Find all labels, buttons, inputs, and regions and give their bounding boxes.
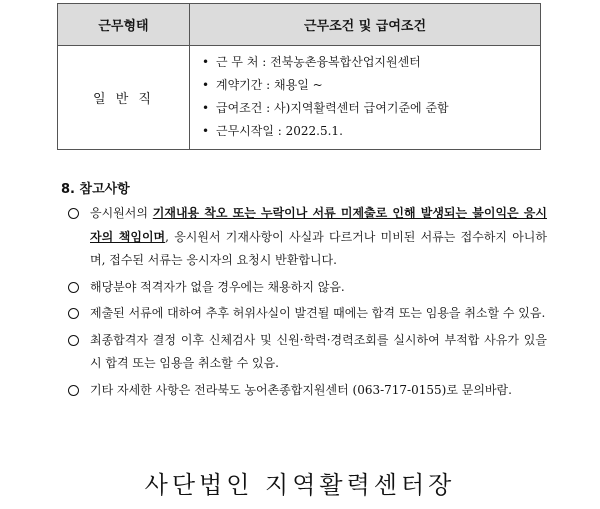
note-item (62, 329, 547, 376)
note-item (62, 379, 547, 403)
condition-text: 근 무 처 : 전북농촌융복합산업지원센터 (216, 55, 421, 69)
circle-bullet-icon (68, 308, 79, 319)
note-text: 해당분야 적격자가 없을 경우에는 채용하지 않음. (90, 279, 345, 294)
note-item (62, 302, 547, 326)
condition-text: 계약기간 : 채용일 ~ (216, 78, 323, 92)
bullet-icon: • (202, 124, 210, 138)
header-conditions: 근무조건 및 급여조건 (190, 4, 541, 46)
note-text: 최종합격자 결정 이후 신체검사 및 신원·학력·경력조회를 실시하여 부적합 사유가 있을 시 합격 또는 임용을 취소할 수 있음. (90, 332, 547, 370)
note-item (62, 276, 547, 300)
circle-bullet-icon (68, 208, 79, 219)
circle-bullet-icon (68, 282, 79, 293)
conditions-table (57, 3, 541, 150)
condition-text: 근무시작일 : 2022.5.1. (216, 124, 343, 138)
circle-bullet-icon (68, 335, 79, 346)
section-title: 8. 참고사항 (61, 182, 130, 197)
condition-contract-period (202, 74, 532, 97)
circle-bullet-icon (68, 385, 79, 396)
note-item (62, 202, 547, 273)
table-header-row (58, 4, 541, 46)
conditions-list (202, 51, 532, 143)
table-row (58, 46, 541, 150)
conditions-cell (190, 46, 541, 150)
condition-text: 급여조건 : 사)지역활력센터 급여기준에 준함 (216, 101, 449, 115)
bullet-icon: • (202, 101, 210, 115)
note-text: , 응시원서 기재사항이 사실과 다르거나 미비된 서류는 접수하지 아니하며, 접수된 서류는 응시자의 요청시 반환합니다. (90, 229, 547, 267)
notes-list (62, 202, 547, 405)
condition-workplace (202, 51, 532, 74)
bullet-icon: • (202, 78, 210, 92)
note-text: 기타 자세한 사항은 전라북도 농어촌종합지원센터 (063-717-0155)로 문의바람. (90, 382, 512, 397)
note-text: 제출된 서류에 대하여 추후 허위사실이 발견될 때에는 합격 또는 임용을 취소할 수 있음. (90, 306, 546, 320)
header-employment-type: 근무형태 (58, 4, 190, 46)
employment-type-cell: 일 반 직 (58, 46, 190, 150)
condition-salary (202, 97, 532, 120)
note-emphasis: 기재내용 착오 또는 누락이나 서류 미제출로 인해 발생되는 불이익은 응시자의 책임이며 (90, 206, 547, 244)
condition-start-date (202, 120, 532, 143)
bullet-icon: • (202, 55, 210, 69)
note-text: 응시원서의 (90, 206, 153, 220)
organization-signature: 사단법인 지역활력센터장 (144, 471, 456, 499)
